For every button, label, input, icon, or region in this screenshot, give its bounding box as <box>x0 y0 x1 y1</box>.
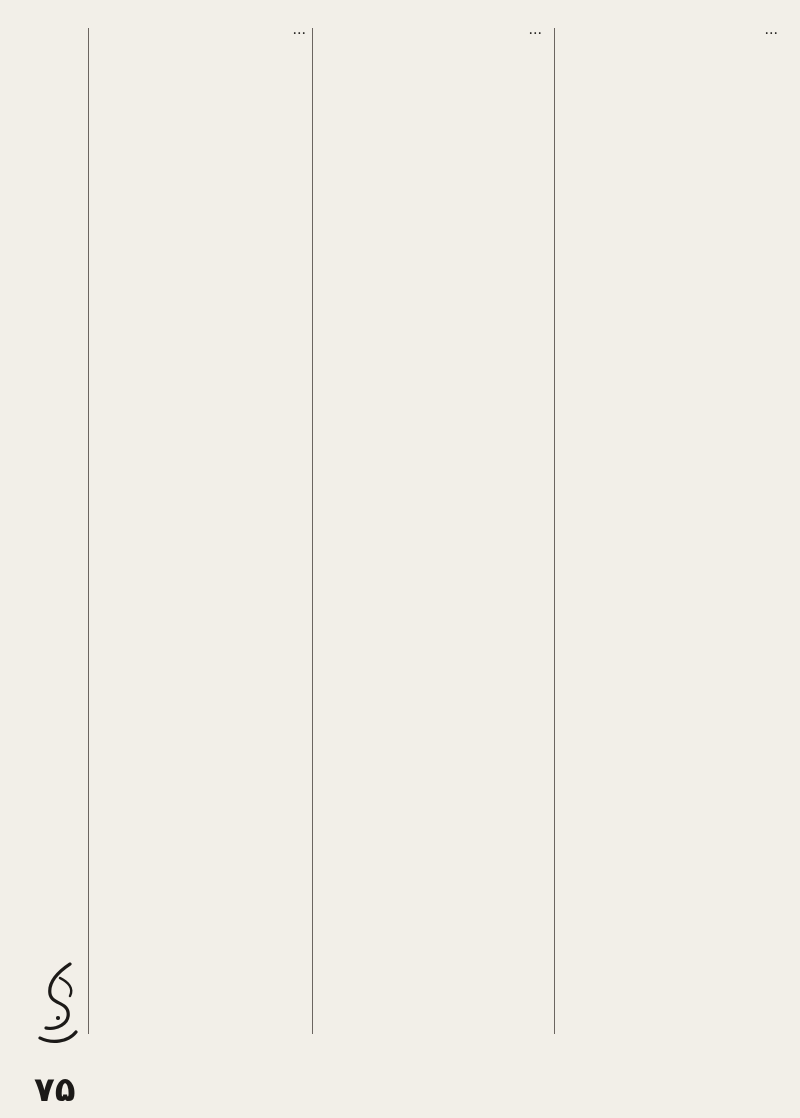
paragraph: … <box>528 22 542 38</box>
paragraph: … <box>292 22 306 38</box>
text-columns <box>92 20 786 1046</box>
column-divider <box>312 28 313 1034</box>
paragraph: … <box>764 22 778 38</box>
page-number: ۷۵ <box>34 1070 76 1110</box>
column-middle <box>328 20 550 1046</box>
column-divider <box>88 28 89 1034</box>
column-right <box>564 20 786 1046</box>
column-divider <box>554 28 555 1034</box>
kerman-calligraphy-logo <box>30 958 86 1048</box>
column-left <box>92 20 314 1046</box>
